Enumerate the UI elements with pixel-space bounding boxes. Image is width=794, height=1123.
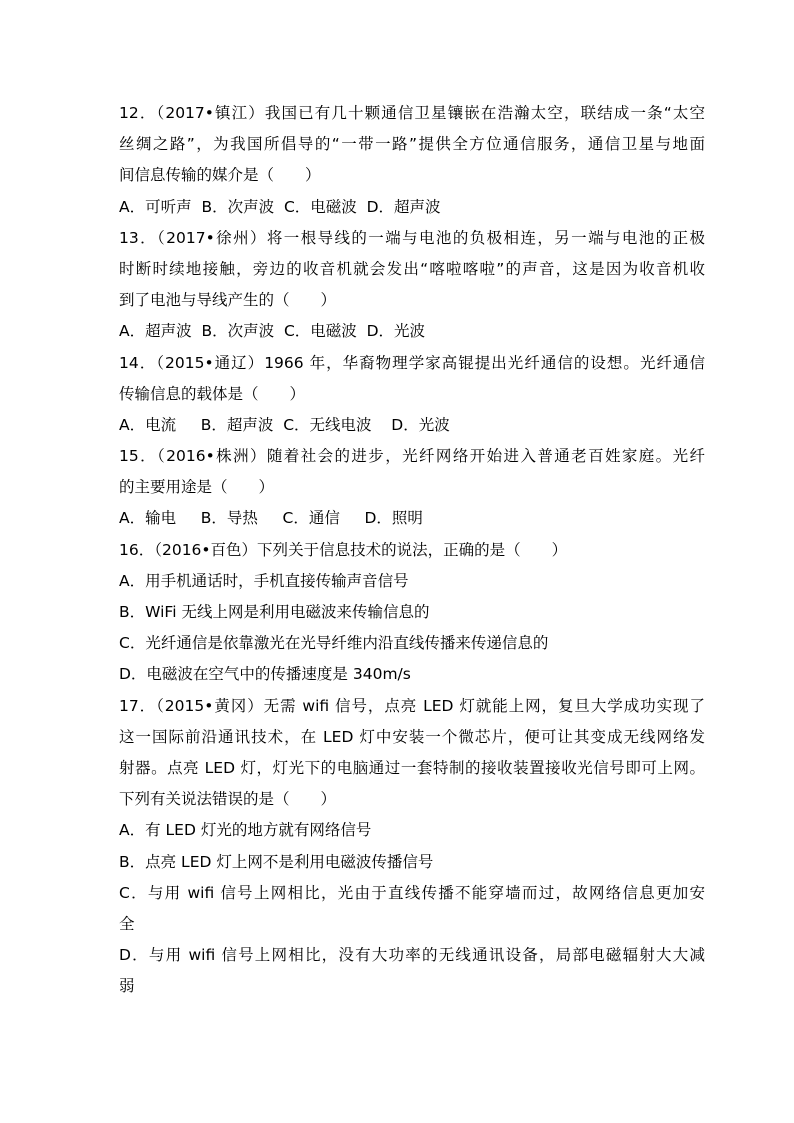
answer-options: A．可听声 B．次声波 C．电磁波 D．超声波 (119, 197, 441, 216)
question-text-line: 间信息传输的媒介是（ ） (119, 166, 321, 185)
question-text-line: 时断时续地接触，旁边的收音机就会发出“喀啦喀啦”的声音，这是因为收音机收 (119, 259, 705, 278)
answer-option-b: B．WiFi 无线上网是利用电磁波来传输信息的 (119, 603, 430, 621)
answer-options: A．输电 B．导热 C．通信 D．照明 (119, 509, 423, 528)
question-text-line: 16．（2016•百色）下列关于信息技术的说法，正确的是（ ） (119, 540, 568, 559)
question-text-line: 的主要用途是（ ） (119, 478, 275, 497)
answer-option-a: A．用手机通话时，手机直接传输声音信号 (119, 571, 409, 590)
question-text-line: 17．（2015•黄冈）无需 wifi 信号，点亮 LED 灯就能上网，复旦大学成功实现了 (119, 696, 705, 715)
question-16 (119, 535, 705, 691)
question-text-line: 到了电池与导线产生的（ ） (119, 291, 337, 310)
question-text-line: 下列有关说法错误的是（ ） (119, 790, 337, 809)
answer-option-c-continued: 全 (119, 914, 135, 933)
answer-option-d: D．与用 wifi 信号上网相比，没有大功率的无线通讯设备，局部电磁辐射大大减 (119, 946, 705, 965)
question-text-line: 传输信息的载体是（ ） (119, 384, 306, 403)
question-text-line: 14．（2015•通辽）1966 年，华裔物理学家高锟提出光纤通信的设想。光纤通信 (119, 353, 705, 372)
question-17 (119, 691, 705, 1003)
question-15 (119, 441, 705, 535)
answer-option-a: A．有 LED 灯光的地方就有网络信号 (119, 821, 372, 840)
question-text-line: 射器。点亮 LED 灯，灯光下的电脑通过一套特制的接收装置接收光信号即可上网。 (119, 758, 705, 777)
question-list (119, 98, 705, 1002)
question-12 (119, 98, 705, 223)
answer-options: A．电流 B．超声波 C．无线电波 D．光波 (119, 415, 450, 434)
answer-option-d-continued: 弱 (119, 977, 135, 996)
question-text-line: 丝绸之路”，为我国所倡导的“一带一路”提供全方位通信服务，通信卫星与地面 (119, 135, 705, 154)
question-text-line: 12．（2017•镇江）我国已有几十颗通信卫星镶嵌在浩瀚太空，联结成一条“太空 (119, 104, 705, 122)
answer-option-b: B．点亮 LED 灯上网不是利用电磁波传播信号 (119, 852, 434, 871)
answer-options: A．超声波 B．次声波 C．电磁波 D．光波 (119, 322, 426, 341)
question-text-line: 13．（2017•徐州）将一根导线的一端与电池的负极相连，另一端与电池的正极 (119, 228, 705, 247)
question-text-line: 15．（2016•株洲）随着社会的进步，光纤网络开始进入普通老百姓家庭。光纤 (119, 447, 705, 466)
question-14 (119, 348, 705, 442)
answer-option-d: D．电磁波在空气中的传播速度是 340m/s (119, 665, 411, 684)
question-13 (119, 223, 705, 348)
answer-option-c: C．与用 wifi 信号上网相比，光由于直线传播不能穿墙而过，故网络信息更加安 (119, 883, 705, 902)
question-text-line: 这一国际前沿通讯技术，在 LED 灯中安装一个微芯片，便可让其变成无线网络发 (119, 727, 705, 746)
answer-option-c: C．光纤通信是依靠激光在光导纤维内沿直线传播来传递信息的 (119, 634, 549, 653)
